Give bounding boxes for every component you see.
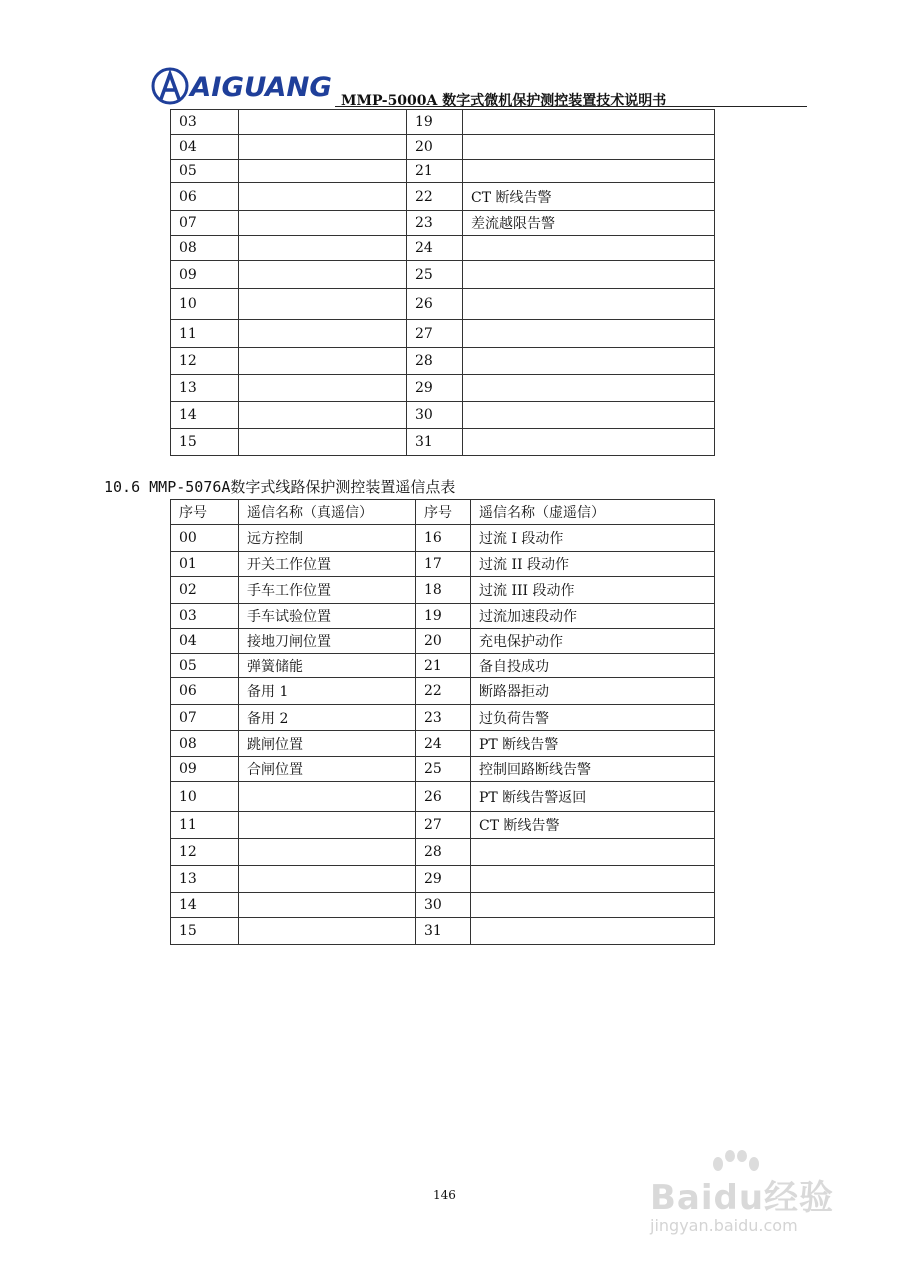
seq-true-cell: 04 — [171, 629, 239, 654]
true-signal-name-cell — [239, 348, 407, 375]
seq-virtual-cell: 27 — [407, 320, 463, 348]
table-row — [171, 839, 715, 866]
true-signal-name-cell: 手车试验位置 — [239, 604, 416, 629]
seq-virtual-cell: 16 — [416, 525, 471, 552]
seq-true-cell: 11 — [171, 812, 239, 839]
virtual-signal-name-cell: 差流越限告警 — [463, 211, 715, 236]
true-signal-name-cell — [239, 812, 416, 839]
aiguang-logo — [150, 66, 335, 106]
seq-true-cell: 06 — [171, 678, 239, 705]
header-cell: 遥信名称（虚遥信） — [471, 500, 715, 525]
virtual-signal-name-cell — [463, 375, 715, 402]
seq-virtual-cell: 21 — [416, 654, 471, 678]
header-cell: 序号 — [416, 500, 471, 525]
table-row — [171, 429, 715, 456]
seq-true-cell: 00 — [171, 525, 239, 552]
table-row — [171, 552, 715, 577]
seq-virtual-cell: 23 — [416, 705, 471, 731]
true-signal-name-cell — [239, 839, 416, 866]
true-signal-name-cell: 合闸位置 — [239, 757, 416, 782]
virtual-signal-name-cell — [463, 135, 715, 160]
true-signal-name-cell — [239, 429, 407, 456]
continued-signal-table — [170, 109, 715, 456]
table-header-row — [171, 500, 715, 525]
seq-virtual-cell: 22 — [416, 678, 471, 705]
seq-virtual-cell: 26 — [416, 782, 471, 812]
seq-true-cell: 09 — [171, 757, 239, 782]
seq-virtual-cell: 21 — [407, 160, 463, 183]
true-signal-name-cell: 备用 2 — [239, 705, 416, 731]
table-row — [171, 782, 715, 812]
virtual-signal-name-cell: 充电保护动作 — [471, 629, 715, 654]
virtual-signal-name-cell — [463, 236, 715, 261]
seq-true-cell: 05 — [171, 654, 239, 678]
seq-true-cell: 05 — [171, 160, 239, 183]
seq-true-cell: 08 — [171, 731, 239, 757]
table-row — [171, 289, 715, 320]
watermark-url: jingyan.baidu.com — [650, 1216, 798, 1235]
seq-virtual-cell: 31 — [407, 429, 463, 456]
table-row — [171, 348, 715, 375]
seq-true-cell: 10 — [171, 782, 239, 812]
virtual-signal-name-cell — [463, 348, 715, 375]
seq-virtual-cell: 22 — [407, 183, 463, 211]
table-row — [171, 705, 715, 731]
table-row — [171, 812, 715, 839]
seq-virtual-cell: 29 — [416, 866, 471, 893]
seq-true-cell: 09 — [171, 261, 239, 289]
table-row — [171, 211, 715, 236]
seq-true-cell: 13 — [171, 866, 239, 893]
seq-virtual-cell: 29 — [407, 375, 463, 402]
seq-true-cell: 07 — [171, 705, 239, 731]
true-signal-name-cell: 开关工作位置 — [239, 552, 416, 577]
seq-true-cell: 12 — [171, 839, 239, 866]
true-signal-name-cell — [239, 211, 407, 236]
virtual-signal-name-cell: 备自投成功 — [471, 654, 715, 678]
true-signal-name-cell — [239, 866, 416, 893]
seq-virtual-cell: 24 — [407, 236, 463, 261]
seq-true-cell: 12 — [171, 348, 239, 375]
virtual-signal-name-cell: 过流 I 段动作 — [471, 525, 715, 552]
seq-virtual-cell: 30 — [407, 402, 463, 429]
true-signal-name-cell — [239, 110, 407, 135]
true-signal-name-cell — [239, 375, 407, 402]
true-signal-name-cell — [239, 160, 407, 183]
table-row — [171, 604, 715, 629]
true-signal-name-cell: 弹簧储能 — [239, 654, 416, 678]
table-row — [171, 135, 715, 160]
virtual-signal-name-cell: PT 断线告警返回 — [471, 782, 715, 812]
seq-virtual-cell: 31 — [416, 918, 471, 945]
seq-true-cell: 03 — [171, 604, 239, 629]
virtual-signal-name-cell: PT 断线告警 — [471, 731, 715, 757]
header-cell: 遥信名称（真遥信） — [239, 500, 416, 525]
virtual-signal-name-cell: CT 断线告警 — [471, 812, 715, 839]
seq-virtual-cell: 27 — [416, 812, 471, 839]
document-title: MMP-5000A 数字式微机保护测控装置技术说明书 — [341, 93, 667, 109]
virtual-signal-name-cell — [463, 429, 715, 456]
seq-virtual-cell: 17 — [416, 552, 471, 577]
true-signal-name-cell: 手车工作位置 — [239, 577, 416, 604]
virtual-signal-name-cell — [471, 893, 715, 918]
virtual-signal-name-cell — [463, 110, 715, 135]
section-heading: 10.6 MMP-5076A数字式线路保护测控装置遥信点表 — [104, 478, 456, 496]
seq-true-cell: 08 — [171, 236, 239, 261]
virtual-signal-name-cell — [463, 320, 715, 348]
table-row — [171, 678, 715, 705]
virtual-signal-name-cell: 过负荷告警 — [471, 705, 715, 731]
seq-true-cell: 04 — [171, 135, 239, 160]
true-signal-name-cell — [239, 236, 407, 261]
seq-virtual-cell: 19 — [407, 110, 463, 135]
seq-true-cell: 03 — [171, 110, 239, 135]
virtual-signal-name-cell — [463, 289, 715, 320]
true-signal-name-cell — [239, 402, 407, 429]
table-row — [171, 918, 715, 945]
virtual-signal-name-cell — [463, 160, 715, 183]
seq-true-cell: 01 — [171, 552, 239, 577]
table-row — [171, 375, 715, 402]
virtual-signal-name-cell — [471, 839, 715, 866]
seq-virtual-cell: 28 — [416, 839, 471, 866]
virtual-signal-name-cell: 过流加速段动作 — [471, 604, 715, 629]
seq-true-cell: 14 — [171, 402, 239, 429]
true-signal-name-cell: 接地刀闸位置 — [239, 629, 416, 654]
table-row — [171, 731, 715, 757]
seq-virtual-cell: 25 — [416, 757, 471, 782]
true-signal-name-cell — [239, 893, 416, 918]
table-row — [171, 236, 715, 261]
table-row — [171, 525, 715, 552]
seq-true-cell: 07 — [171, 211, 239, 236]
seq-virtual-cell: 18 — [416, 577, 471, 604]
true-signal-name-cell — [239, 261, 407, 289]
table-row — [171, 577, 715, 604]
seq-virtual-cell: 19 — [416, 604, 471, 629]
table-row — [171, 402, 715, 429]
virtual-signal-name-cell — [471, 918, 715, 945]
seq-true-cell: 02 — [171, 577, 239, 604]
seq-virtual-cell: 28 — [407, 348, 463, 375]
true-signal-name-cell — [239, 183, 407, 211]
seq-virtual-cell: 30 — [416, 893, 471, 918]
true-signal-name-cell — [239, 320, 407, 348]
true-signal-name-cell: 备用 1 — [239, 678, 416, 705]
seq-virtual-cell: 24 — [416, 731, 471, 757]
seq-true-cell: 13 — [171, 375, 239, 402]
seq-true-cell: 10 — [171, 289, 239, 320]
seq-true-cell: 15 — [171, 918, 239, 945]
page-number: 146 — [433, 1188, 456, 1202]
seq-virtual-cell: 20 — [407, 135, 463, 160]
signal-point-table — [170, 499, 715, 945]
watermark-brand: Baidu经验 — [650, 1178, 835, 1218]
true-signal-name-cell — [239, 135, 407, 160]
seq-true-cell: 11 — [171, 320, 239, 348]
table-row — [171, 629, 715, 654]
true-signal-name-cell — [239, 918, 416, 945]
table-row — [171, 866, 715, 893]
virtual-signal-name-cell: 过流 II 段动作 — [471, 552, 715, 577]
seq-true-cell: 14 — [171, 893, 239, 918]
table-row — [171, 654, 715, 678]
true-signal-name-cell: 远方控制 — [239, 525, 416, 552]
true-signal-name-cell — [239, 782, 416, 812]
virtual-signal-name-cell — [471, 866, 715, 893]
virtual-signal-name-cell — [463, 402, 715, 429]
virtual-signal-name-cell — [463, 261, 715, 289]
seq-true-cell: 06 — [171, 183, 239, 211]
virtual-signal-name-cell: 控制回路断线告警 — [471, 757, 715, 782]
table-row — [171, 320, 715, 348]
table-row — [171, 160, 715, 183]
table-row — [171, 893, 715, 918]
baidu-watermark — [640, 1150, 870, 1250]
table-row — [171, 110, 715, 135]
seq-virtual-cell: 26 — [407, 289, 463, 320]
table-row — [171, 261, 715, 289]
true-signal-name-cell: 跳闸位置 — [239, 731, 416, 757]
virtual-signal-name-cell: CT 断线告警 — [463, 183, 715, 211]
seq-virtual-cell: 25 — [407, 261, 463, 289]
virtual-signal-name-cell: 断路器拒动 — [471, 678, 715, 705]
header-rule — [335, 106, 807, 107]
true-signal-name-cell — [239, 289, 407, 320]
table-row — [171, 757, 715, 782]
virtual-signal-name-cell: 过流 III 段动作 — [471, 577, 715, 604]
logo-wordmark: AIGUANG — [187, 72, 332, 103]
seq-true-cell: 15 — [171, 429, 239, 456]
seq-virtual-cell: 20 — [416, 629, 471, 654]
header-cell: 序号 — [171, 500, 239, 525]
seq-virtual-cell: 23 — [407, 211, 463, 236]
table-row — [171, 183, 715, 211]
